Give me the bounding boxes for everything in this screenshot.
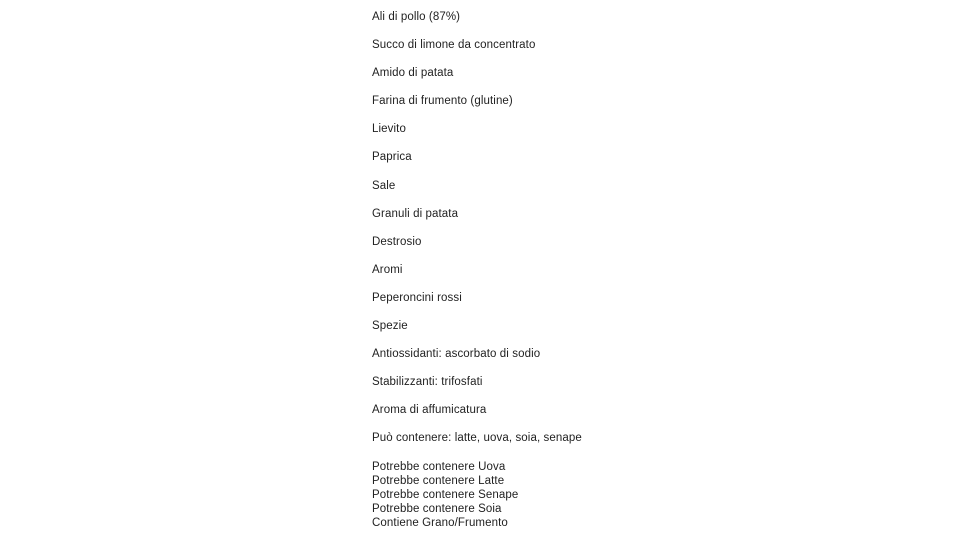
ingredient-item: Granuli di patata [372, 207, 459, 220]
ingredient-item: Farina di frumento (glutine) [372, 95, 513, 108]
ingredient-item: Sale [372, 179, 396, 192]
ingredient-item: Paprica [372, 151, 412, 164]
ingredient-item: Lievito [372, 123, 406, 136]
ingredient-item: Destrosio [372, 235, 422, 248]
ingredient-item: Aroma di affumicatura [372, 404, 487, 417]
ingredient-item: Amido di patata [372, 67, 454, 80]
ingredient-item: Aromi [372, 263, 403, 276]
ingredient-item: Spezie [372, 320, 408, 333]
allergen-note: Potrebbe contenere Soia [372, 502, 502, 515]
ingredient-list [372, 10, 772, 530]
ingredient-item: Può contenere: latte, uova, soia, senape [372, 432, 582, 445]
ingredient-item: Succo di limone da concentrato [372, 39, 536, 52]
allergen-note: Potrebbe contenere Senape [372, 488, 519, 501]
allergen-notes [372, 460, 772, 530]
ingredient-item: Peperoncini rossi [372, 291, 462, 304]
allergen-note: Potrebbe contenere Latte [372, 474, 505, 487]
ingredient-item: Stabilizzanti: trifosfati [372, 376, 483, 389]
allergen-note: Potrebbe contenere Uova [372, 460, 506, 473]
allergen-note: Contiene Grano/Frumento [372, 516, 508, 529]
ingredient-item: Ali di pollo (87%) [372, 11, 461, 23]
ingredient-item: Antiossidanti: ascorbato di sodio [372, 348, 541, 361]
